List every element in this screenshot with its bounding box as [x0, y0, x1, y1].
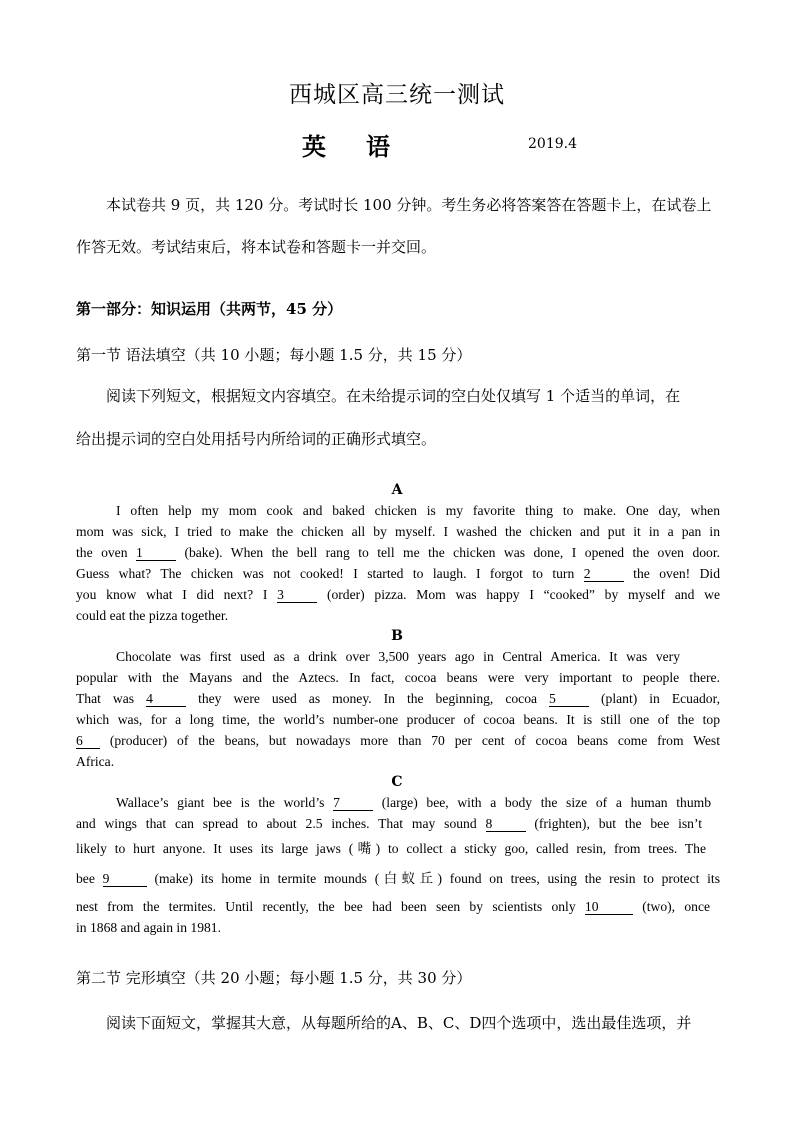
blank-5: 5 — [549, 692, 589, 707]
passage-b-line-4: which was, for a long time, the world’s number-one producer of cocoa beans. It is still one of the top — [76, 712, 720, 727]
passage-b-line-1: Chocolate was first used as a drink over 3,500 years ago in Central America. It was very — [116, 649, 680, 664]
blank-3: 3 — [277, 588, 317, 603]
passage-a-line-2: mom was sick, I tried to make the chicken all by myself. I washed the chicken and put it in a pan in — [76, 524, 720, 539]
section1-heading: 第一节 语法填空（共 10 小题；每小题 1.5 分，共 15 分） — [76, 346, 472, 364]
passage-c-line-2 — [76, 816, 702, 832]
passage-c-line-4 — [76, 867, 720, 887]
passage-a-line-5-end: (order) pizza. Mom was happy I “cooked” by myself and we — [326, 587, 721, 602]
blank-6: 6 — [76, 734, 100, 749]
blank-2: 2 — [584, 567, 624, 582]
part1-heading: 第一部分：知识运用（共两节，45 分） — [76, 300, 343, 318]
passage-a-line-4-end: the oven! Did — [633, 566, 721, 581]
passage-b-line-6: Africa. — [76, 754, 115, 769]
passage-b-line-3-middle: they were used as money. In the beginning, cocoa — [198, 691, 538, 706]
passage-b-line-2: popular with the Mayans and the Aztecs. In fact, cocoa beans were very important to people there. — [76, 670, 720, 685]
passage-b-line-5-end: (producer) of the beans, but nowadays more than 70 per cent of cocoa beans come from West — [109, 733, 720, 748]
passage-a-line-3 — [76, 545, 720, 561]
passage-c-line-6: in 1868 and again in 1981. — [76, 920, 221, 935]
exam-title: 西城区高三统一测试 — [289, 82, 505, 108]
passage-c-line-2-end: (frighten), but the bee isn’t — [534, 816, 703, 831]
passage-a-line-6: could eat the pizza together. — [76, 608, 229, 623]
section1-instruction-2: 给出提示词的空白处用括号内所给词的正确形式填空。 — [76, 430, 437, 448]
blank-10: 10 — [585, 900, 633, 915]
passage-b-line-3-end: (plant) in Ecuador, — [601, 691, 720, 706]
intro-line-2: 作答无效。考试结束后，将本试卷和答题卡一并交回。 — [76, 238, 437, 256]
passage-b-line-3-start: That was — [76, 691, 135, 706]
section2-instruction: 阅读下面短文，掌握其大意，从每题所给的A、B、C、D四个选项中，选出最佳选项，并 — [106, 1014, 692, 1032]
passage-a-line-5 — [76, 587, 720, 603]
section2-heading: 第二节 完形填空（共 20 小题；每小题 1.5 分，共 30 分） — [76, 969, 472, 987]
passage-a-line-1: I often help my mom cook and baked chicken is my favorite thing to make. One day, when — [116, 503, 720, 518]
passage-a-line-4 — [76, 566, 720, 582]
passage-a-line-3-end: (bake). When the bell rang to tell me the chicken was done, I opened the oven door. — [184, 545, 721, 560]
passage-c-label: C — [391, 774, 403, 790]
passage-c-line-1 — [116, 795, 711, 811]
passage-c-line-4-start: bee — [76, 871, 95, 886]
blank-7: 7 — [333, 796, 373, 811]
blank-9: 9 — [103, 872, 147, 887]
passage-c-line-5 — [76, 899, 710, 915]
section1-instruction-1: 阅读下列短文，根据短文内容填空。在未给提示词的空白处仅填写 1 个适当的单词，在 — [106, 387, 681, 405]
passage-a-line-4-start: Guess what? The chicken was not cooked! I started to laugh. I forgot to turn — [76, 566, 575, 581]
passage-c-line-4-end: (make) its home in termite mounds (白蚁丘) found on trees, using the resin to protect its — [154, 871, 720, 886]
blank-8: 8 — [486, 817, 526, 832]
blank-1: 1 — [136, 546, 176, 561]
passage-c-line-5-start: nest from the termites. Until recently, the bee had been seen by scientists only — [76, 899, 576, 914]
passage-c-line-3: likely to hurt anyone. It uses its large jaws (嘴) to collect a sticky goo, called resin, from trees. The — [76, 841, 706, 856]
exam-date: 2019.4 — [528, 136, 577, 152]
passage-c-line-2-start: and wings that can spread to about 2.5 inches. That may sound — [76, 816, 477, 831]
passage-b-line-5 — [76, 733, 720, 749]
intro-line-1: 本试卷共 9 页，共 120 分。考试时长 100 分钟。考生务必将答案答在答题卡上，在试卷上 — [106, 196, 712, 214]
passage-c-line-5-end: (two), once — [642, 899, 711, 914]
passage-a-line-5-start: you know what I did next? I — [76, 587, 268, 602]
blank-4: 4 — [146, 692, 186, 707]
passage-b-line-3 — [76, 691, 720, 707]
passage-b-label: B — [391, 628, 403, 644]
passage-a-label: A — [391, 482, 403, 498]
passage-c-line-1-start: Wallace’s giant bee is the world’s — [116, 795, 325, 810]
subject-title: 英语 — [302, 132, 430, 161]
passage-c-line-1-end: (large) bee, with a body the size of a human thumb — [381, 795, 711, 810]
passage-a-line-3-start: the oven — [76, 545, 128, 560]
